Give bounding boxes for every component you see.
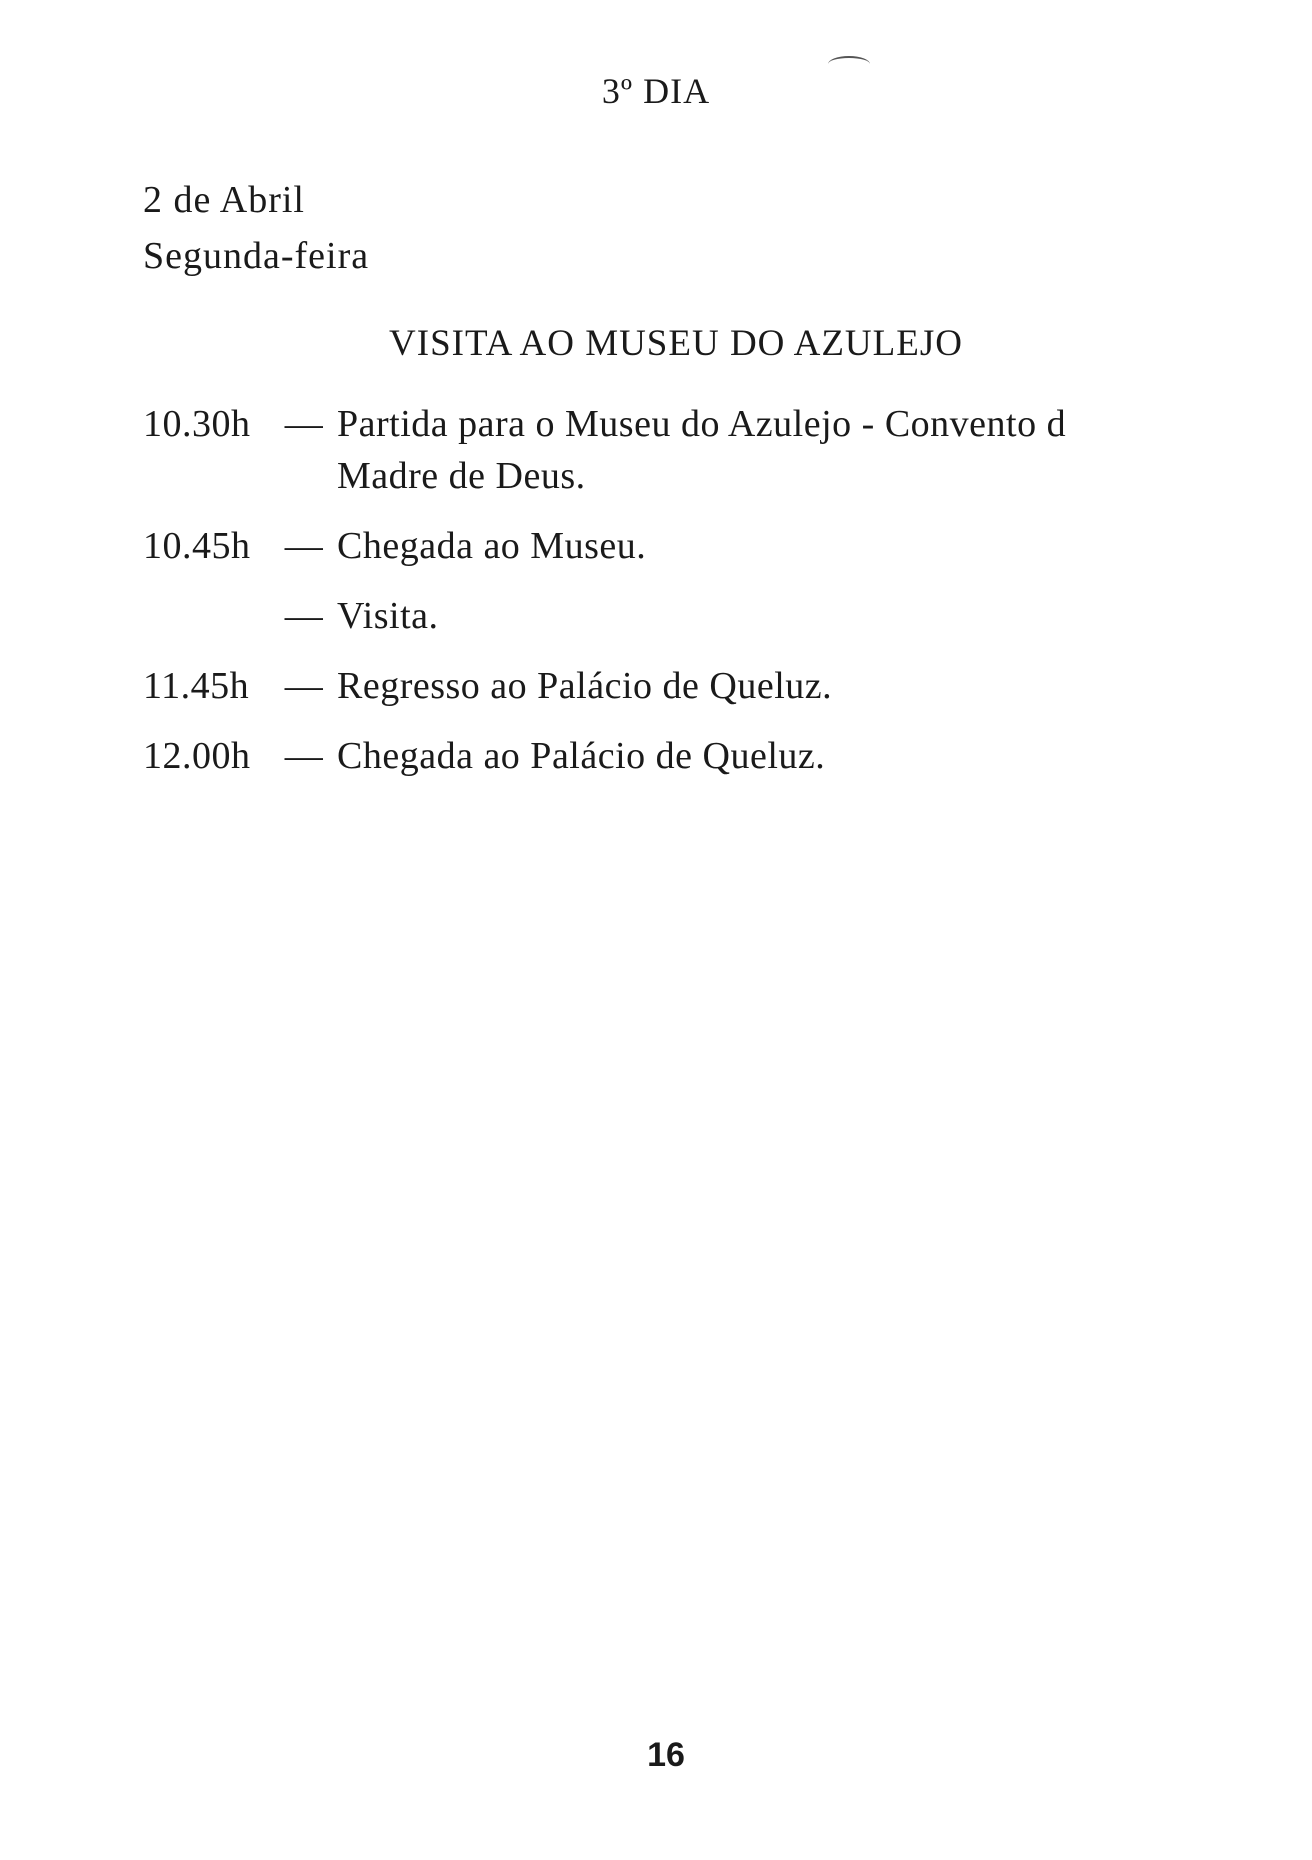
date-day-month: 2 de Abril: [143, 179, 305, 221]
schedule-entry: [143, 520, 1273, 572]
schedule-entry: [143, 590, 1273, 642]
day-heading: 3º DIA: [601, 71, 711, 111]
entry-time: 11.45h: [143, 665, 250, 707]
entry-dash: —: [284, 595, 324, 637]
schedule-entry: [143, 398, 1273, 502]
date-weekday: Segunda-feira: [143, 235, 370, 277]
entry-dash: —: [284, 403, 324, 445]
entry-text: Partida para o Museu do Azulejo - Convento d: [337, 403, 1067, 445]
schedule-list: [143, 398, 1273, 800]
entry-dash: —: [284, 665, 324, 707]
entry-time: [143, 590, 271, 642]
entry-dash: —: [284, 735, 324, 777]
entry-text: Chegada ao Museu.: [337, 525, 647, 567]
schedule-entry: [143, 730, 1273, 782]
schedule-entry: [143, 660, 1273, 712]
section-title: VISITA AO MUSEU DO AZULEJO: [389, 323, 963, 364]
entry-text: Regresso ao Palácio de Queluz.: [337, 665, 833, 707]
entry-text-continuation: Madre de Deus.: [337, 455, 586, 497]
entry-text: Visita.: [337, 595, 439, 637]
date-block: [143, 172, 369, 284]
entry-text: Chegada ao Palácio de Queluz.: [337, 735, 826, 777]
page-number: 16: [647, 1736, 685, 1774]
entry-time: 10.30h: [143, 403, 251, 445]
entry-dash: —: [284, 525, 324, 567]
entry-time: 10.45h: [143, 525, 251, 567]
entry-time: 12.00h: [143, 735, 251, 777]
